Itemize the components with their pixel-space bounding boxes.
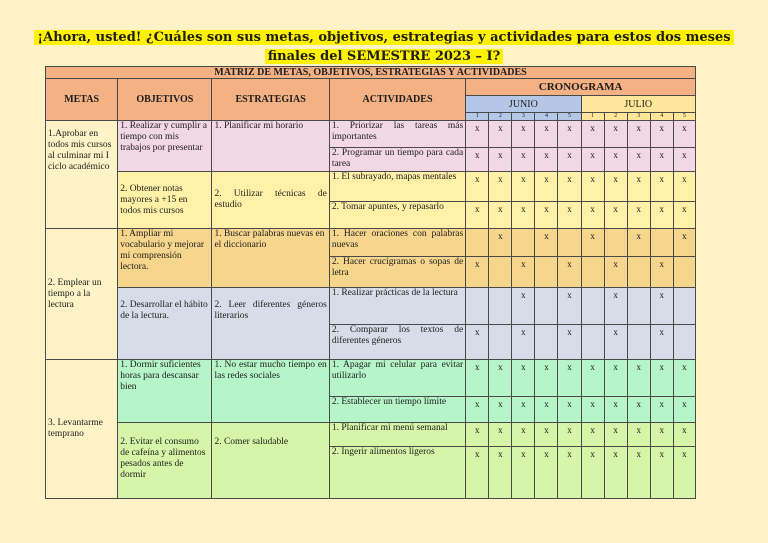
schedule-cell	[489, 288, 512, 325]
week-junio-4: 4	[535, 113, 558, 121]
objetivo-1-2: 2. Obtener notas mayores a +15 en todos mis cursos	[118, 172, 212, 229]
schedule-cell: x	[673, 397, 695, 423]
col-header-metas: METAS	[46, 79, 118, 121]
schedule-cell: x	[466, 423, 489, 447]
schedule-cell: x	[512, 423, 535, 447]
schedule-cell: x	[581, 202, 604, 229]
schedule-cell: x	[466, 148, 489, 172]
schedule-cell	[489, 257, 512, 288]
schedule-cell	[627, 325, 650, 360]
schedule-cell: x	[466, 325, 489, 360]
title-line-1: ¡Ahora, usted! ¿Cuáles son sus metas, objetivos, estrategias y actividades para estos dos meses	[34, 30, 733, 45]
schedule-cell: x	[581, 229, 604, 257]
estrategia-1-2: 2. Utilizar técnicas de estudio	[212, 172, 329, 229]
page-title	[0, 26, 768, 64]
schedule-cell: x	[466, 360, 489, 397]
schedule-cell: x	[604, 360, 627, 397]
schedule-cell: x	[650, 447, 673, 499]
schedule-cell: x	[489, 229, 512, 257]
schedule-cell: x	[489, 360, 512, 397]
schedule-cell	[535, 288, 558, 325]
schedule-cell: x	[604, 172, 627, 202]
schedule-cell	[650, 229, 673, 257]
actividad-row-6: 2. Hacer crucigramas o sopas de letra	[329, 257, 465, 288]
meta-1: 1.Aprobar en todos mis cursos al culminar mi I ciclo académico	[46, 121, 118, 229]
objetivo-3-2: 2. Evitar el consumo de cafeína y alimentos pesados antes de dormir	[118, 423, 212, 499]
schedule-cell: x	[558, 288, 581, 325]
estrategia-3-2: 2. Comer saludable	[212, 423, 329, 499]
schedule-cell: x	[512, 172, 535, 202]
schedule-cell: x	[558, 148, 581, 172]
schedule-cell: x	[558, 423, 581, 447]
schedule-cell: x	[627, 172, 650, 202]
schedule-cell: x	[627, 121, 650, 148]
schedule-cell	[512, 229, 535, 257]
schedule-cell: x	[581, 423, 604, 447]
schedule-cell: x	[604, 325, 627, 360]
week-julio-3: 3	[627, 113, 650, 121]
schedule-cell: x	[627, 447, 650, 499]
schedule-cell: x	[673, 148, 695, 172]
schedule-cell: x	[466, 121, 489, 148]
schedule-cell	[627, 288, 650, 325]
schedule-cell: x	[673, 229, 695, 257]
schedule-cell: x	[581, 172, 604, 202]
schedule-cell: x	[558, 202, 581, 229]
actividad-row-4: 2. Tomar apuntes, y repasarlo	[329, 202, 465, 229]
schedule-cell	[673, 288, 695, 325]
schedule-cell: x	[673, 121, 695, 148]
actividad-row-5: 1. Hacer oraciones con palabras nuevas	[329, 229, 465, 257]
schedule-cell: x	[581, 121, 604, 148]
schedule-cell: x	[535, 202, 558, 229]
schedule-cell: x	[627, 360, 650, 397]
schedule-cell	[489, 325, 512, 360]
schedule-cell: x	[535, 423, 558, 447]
schedule-cell: x	[512, 288, 535, 325]
schedule-cell: x	[604, 423, 627, 447]
actividad-row-1: 1. Priorizar las tareas más importantes	[329, 121, 465, 148]
actividad-row-2: 2. Programar un tiempo para cada tarea	[329, 148, 465, 172]
schedule-cell: x	[627, 397, 650, 423]
schedule-cell: x	[650, 288, 673, 325]
schedule-cell: x	[604, 148, 627, 172]
schedule-cell: x	[512, 202, 535, 229]
schedule-cell: x	[512, 148, 535, 172]
schedule-cell: x	[535, 360, 558, 397]
schedule-cell	[581, 325, 604, 360]
schedule-cell: x	[627, 423, 650, 447]
schedule-cell: x	[650, 325, 673, 360]
schedule-cell: x	[650, 257, 673, 288]
estrategia-1-1: 1. Planificar mi horario	[212, 121, 329, 172]
schedule-cell: x	[581, 360, 604, 397]
objetivo-1-1: 1. Realizar y cumplir a tiempo con mis trabajos por presentar	[118, 121, 212, 172]
schedule-cell: x	[650, 360, 673, 397]
actividad-row-12: 2. Ingerir alimentos ligeros	[329, 447, 465, 499]
schedule-cell: x	[535, 172, 558, 202]
schedule-cell: x	[512, 447, 535, 499]
schedule-cell: x	[604, 121, 627, 148]
schedule-cell: x	[650, 423, 673, 447]
cronograma-header: CRONOGRAMA	[466, 79, 696, 96]
schedule-cell: x	[558, 121, 581, 148]
objetivo-3-1: 1. Dormir suficientes horas para descansar bien	[118, 360, 212, 423]
schedule-cell: x	[581, 397, 604, 423]
schedule-cell	[604, 229, 627, 257]
schedule-cell: x	[512, 360, 535, 397]
schedule-cell: x	[650, 148, 673, 172]
schedule-cell: x	[466, 447, 489, 499]
schedule-cell: x	[604, 202, 627, 229]
schedule-cell	[673, 325, 695, 360]
week-junio-2: 2	[489, 113, 512, 121]
schedule-cell	[673, 257, 695, 288]
schedule-cell: x	[535, 447, 558, 499]
schedule-cell	[581, 288, 604, 325]
month-junio: JUNIO	[466, 96, 581, 113]
schedule-cell: x	[604, 288, 627, 325]
col-header-objetivos: OBJETIVOS	[118, 79, 212, 121]
schedule-cell: x	[558, 447, 581, 499]
schedule-cell: x	[581, 148, 604, 172]
schedule-cell: x	[673, 423, 695, 447]
title-line-2: finales del SEMESTRE 2023 – I?	[265, 49, 504, 64]
schedule-cell: x	[673, 360, 695, 397]
schedule-cell: x	[650, 202, 673, 229]
actividad-row-11: 1. Planificar mi menú semanal	[329, 423, 465, 447]
schedule-cell: x	[650, 172, 673, 202]
week-julio-1: 1	[581, 113, 604, 121]
schedule-cell: x	[627, 202, 650, 229]
estrategia-2-1: 1. Buscar palabras nuevas en el diccionario	[212, 229, 329, 288]
schedule-cell: x	[466, 202, 489, 229]
week-junio-5: 5	[558, 113, 581, 121]
schedule-cell	[535, 257, 558, 288]
schedule-cell: x	[489, 172, 512, 202]
schedule-cell: x	[558, 325, 581, 360]
schedule-cell: x	[673, 172, 695, 202]
col-header-actividades: ACTIVIDADES	[329, 79, 465, 121]
actividad-row-7: 1. Realizar prácticas de la lectura	[329, 288, 465, 325]
schedule-cell: x	[535, 397, 558, 423]
actividad-row-3: 1. El subrayado, mapas mentales	[329, 172, 465, 202]
schedule-cell: x	[604, 447, 627, 499]
schedule-cell	[558, 229, 581, 257]
schedule-cell: x	[535, 229, 558, 257]
schedule-cell	[466, 288, 489, 325]
estrategia-2-2: 2. Leer diferentes géneros literarios	[212, 288, 329, 360]
matrix-heading: MATRIZ DE METAS, OBJETIVOS, ESTRATEGIAS Y ACTIVIDADES	[46, 67, 696, 79]
week-julio-4: 4	[650, 113, 673, 121]
schedule-cell: x	[489, 148, 512, 172]
schedule-cell: x	[489, 423, 512, 447]
schedule-cell: x	[512, 121, 535, 148]
schedule-cell: x	[558, 397, 581, 423]
schedule-cell: x	[627, 229, 650, 257]
schedule-cell: x	[466, 257, 489, 288]
schedule-cell	[466, 229, 489, 257]
schedule-cell: x	[650, 397, 673, 423]
schedule-cell: x	[535, 148, 558, 172]
schedule-cell: x	[558, 172, 581, 202]
meta-2: 2. Emplear un tiempo a la lectura	[46, 229, 118, 360]
schedule-cell: x	[627, 148, 650, 172]
schedule-cell: x	[604, 257, 627, 288]
schedule-cell: x	[604, 397, 627, 423]
estrategia-3-1: 1. No estar mucho tiempo en las redes sociales	[212, 360, 329, 423]
schedule-cell: x	[489, 121, 512, 148]
month-julio: JULIO	[581, 96, 695, 113]
schedule-cell: x	[466, 172, 489, 202]
week-junio-1: 1	[466, 113, 489, 121]
schedule-cell: x	[650, 121, 673, 148]
schedule-cell	[627, 257, 650, 288]
meta-3: 3. Levantarme temprano	[46, 360, 118, 499]
schedule-cell: x	[489, 447, 512, 499]
schedule-cell	[581, 257, 604, 288]
matrix-table	[45, 66, 696, 499]
schedule-cell: x	[558, 360, 581, 397]
schedule-cell: x	[673, 202, 695, 229]
schedule-cell: x	[535, 121, 558, 148]
week-junio-3: 3	[512, 113, 535, 121]
schedule-cell: x	[466, 397, 489, 423]
col-header-estrategias: ESTRATEGIAS	[212, 79, 329, 121]
objetivo-2-1: 1. Ampliar mi vocabulario y mejorar mi comprensión lectora.	[118, 229, 212, 288]
schedule-cell: x	[489, 202, 512, 229]
schedule-cell: x	[512, 257, 535, 288]
schedule-cell: x	[512, 325, 535, 360]
actividad-row-10: 2. Establecer un tiempo límite	[329, 397, 465, 423]
actividad-row-8: 2. Comparar los textos de diferentes géneros	[329, 325, 465, 360]
objetivo-2-2: 2. Desarrollar el hábito de la lectura.	[118, 288, 212, 360]
schedule-cell: x	[673, 447, 695, 499]
schedule-cell: x	[489, 397, 512, 423]
week-julio-5: 5	[673, 113, 695, 121]
schedule-cell	[535, 325, 558, 360]
actividad-row-9: 1. Apagar mi celular para evitar utilizarlo	[329, 360, 465, 397]
schedule-cell: x	[512, 397, 535, 423]
schedule-cell: x	[558, 257, 581, 288]
schedule-cell: x	[581, 447, 604, 499]
week-julio-2: 2	[604, 113, 627, 121]
